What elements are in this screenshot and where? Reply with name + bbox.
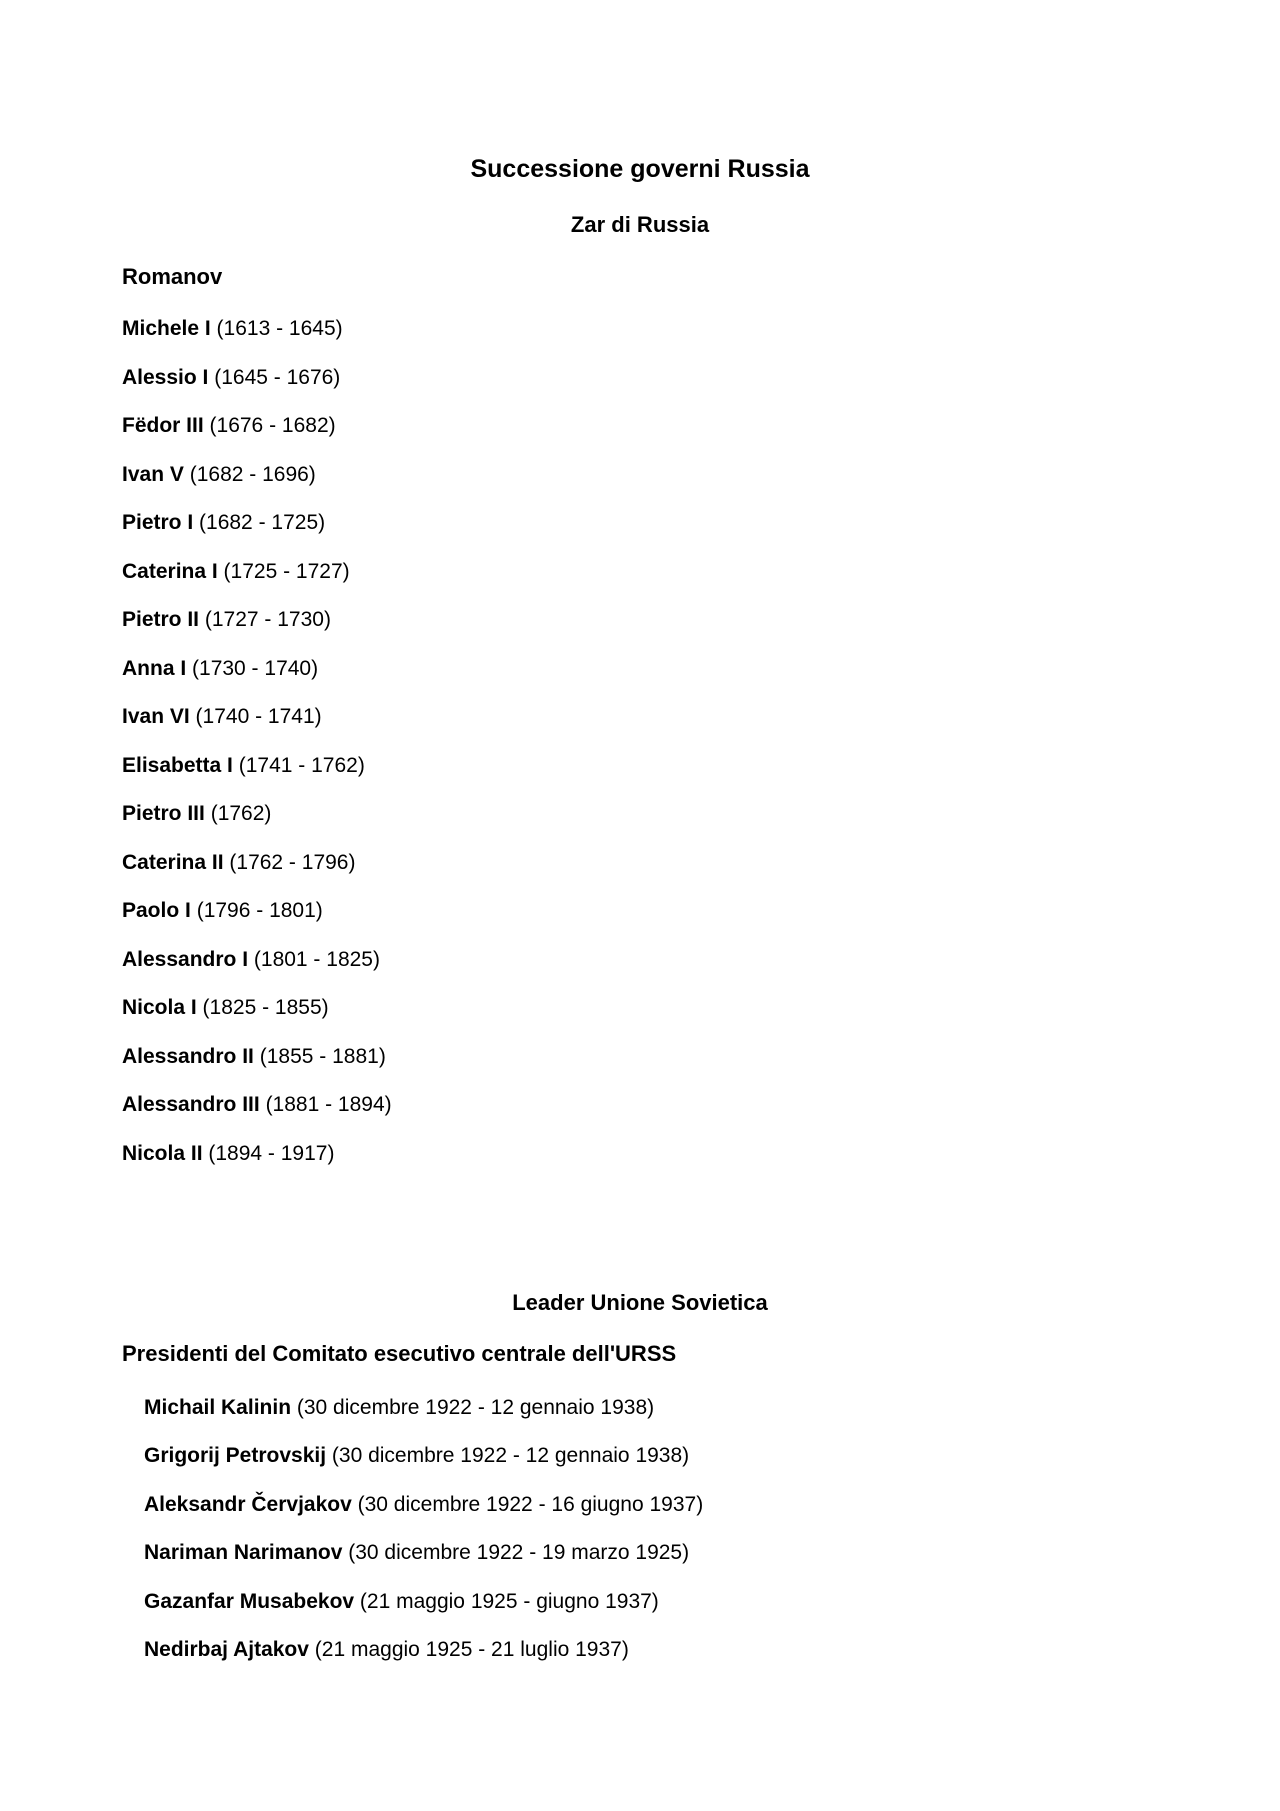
tsar-entry-dates: (1725 - 1727)	[223, 559, 350, 583]
tsar-entry	[122, 1090, 392, 1139]
president-entry	[144, 1635, 703, 1683]
tsar-entry-dates: (1741 - 1762)	[238, 753, 365, 777]
tsar-entry-dates: (1796 - 1801)	[196, 899, 323, 922]
tsar-entry	[122, 508, 392, 557]
president-entry-name: Michail Kalinin	[144, 1396, 292, 1419]
tsar-entry-name: Alessandro II	[122, 1044, 254, 1068]
tsar-entry-name: Ivan V	[122, 462, 184, 486]
president-entry	[144, 1490, 703, 1538]
president-entry	[144, 1393, 703, 1441]
tsar-entry-dates: (1740 - 1741)	[195, 705, 322, 728]
tsar-entry	[122, 1042, 392, 1091]
dynasty-heading: Romanov	[122, 264, 223, 289]
tsar-entry-name: Paolo I	[122, 899, 191, 922]
tsar-entry	[122, 654, 392, 703]
tsar-entry-name: Nicola I	[122, 996, 197, 1019]
president-entry-name: Nedirbaj Ajtakov	[144, 1637, 309, 1661]
tsar-entry-dates: (1645 - 1676)	[214, 365, 341, 389]
tsar-entry-dates: (1682 - 1696)	[189, 462, 316, 486]
tsar-entry	[122, 557, 392, 606]
president-entry-dates: (30 dicembre 1922 - 12 gennaio 1938)	[331, 1444, 690, 1468]
tsar-entry	[122, 993, 392, 1042]
president-entry	[144, 1538, 703, 1586]
tsar-entry-name: Pietro I	[122, 511, 194, 534]
tsar-entry-name: Michele I	[122, 317, 211, 340]
tsar-entry	[122, 605, 392, 654]
president-entry-dates: (21 maggio 1925 - 21 luglio 1937)	[314, 1637, 629, 1661]
tsar-entry-name: Alessio I	[122, 365, 209, 389]
tsar-entry-dates: (1762)	[210, 802, 272, 825]
tsar-entry	[122, 896, 392, 945]
tsar-entry-name: Pietro III	[122, 802, 205, 825]
tsars-section-heading: Zar di Russia	[570, 212, 710, 237]
tsar-entry	[122, 314, 392, 363]
tsar-entry-name: Caterina II	[122, 850, 224, 874]
tsar-entry-name: Pietro II	[122, 608, 200, 631]
tsar-entry	[122, 751, 392, 800]
tsar-entry	[122, 848, 392, 897]
tsar-entry-dates: (1727 - 1730)	[204, 608, 331, 631]
president-entry-dates: (21 maggio 1925 - giugno 1937)	[359, 1589, 659, 1613]
tsar-entry	[122, 411, 392, 460]
president-entry-name: Nariman Narimanov	[144, 1541, 343, 1565]
tsar-entry-dates: (1825 - 1855)	[202, 996, 329, 1019]
tsar-entry	[122, 945, 392, 994]
soviet-section-heading: Leader Unione Sovietica	[512, 1290, 768, 1315]
tsar-entry-name: Caterina I	[122, 559, 218, 583]
tsar-entry-dates: (1855 - 1881)	[259, 1044, 386, 1068]
tsar-entry-dates: (1682 - 1725)	[199, 511, 326, 534]
document-title: Successione governi Russia	[470, 155, 810, 183]
president-entry-name: Grigorij Petrovskij	[144, 1444, 327, 1468]
tsar-entry-name: Nicola II	[122, 1141, 203, 1165]
president-entry-dates: (30 dicembre 1922 - 16 giugno 1937)	[357, 1492, 704, 1516]
tsar-entry-name: Anna I	[122, 656, 187, 680]
tsar-entry-name: Fëdor III	[122, 414, 204, 437]
president-entry	[144, 1441, 703, 1489]
president-entry-dates: (30 dicembre 1922 - 19 marzo 1925)	[348, 1541, 690, 1565]
president-entry-dates: (30 dicembre 1922 - 12 gennaio 1938)	[296, 1396, 655, 1419]
tsar-entry-dates: (1894 - 1917)	[208, 1141, 335, 1165]
president-entry-name: Aleksandr Červjakov	[144, 1492, 352, 1516]
tsar-entry-name: Alessandro I	[122, 947, 249, 971]
tsar-entry-name: Elisabetta I	[122, 753, 233, 777]
tsar-entry-dates: (1676 - 1682)	[209, 414, 336, 437]
tsar-entry	[122, 702, 392, 751]
tsar-entry	[122, 1139, 392, 1188]
tsar-entry-dates: (1801 - 1825)	[253, 947, 380, 971]
tsar-entry	[122, 460, 392, 509]
tsar-entry-name: Ivan VI	[122, 705, 190, 728]
president-entry	[144, 1587, 703, 1635]
presidents-list	[144, 1393, 703, 1683]
presidents-subheading: Presidenti del Comitato esecutivo centrale dell'URSS	[122, 1341, 677, 1366]
tsars-list	[122, 314, 392, 1187]
tsar-entry-dates: (1730 - 1740)	[192, 656, 319, 680]
president-entry-name: Gazanfar Musabekov	[144, 1589, 355, 1613]
tsar-entry-dates: (1762 - 1796)	[229, 850, 356, 874]
tsar-entry	[122, 363, 392, 412]
tsar-entry-dates: (1881 - 1894)	[265, 1093, 392, 1116]
tsar-entry-dates: (1613 - 1645)	[216, 317, 343, 340]
tsar-entry-name: Alessandro III	[122, 1093, 260, 1116]
tsar-entry	[122, 799, 392, 848]
